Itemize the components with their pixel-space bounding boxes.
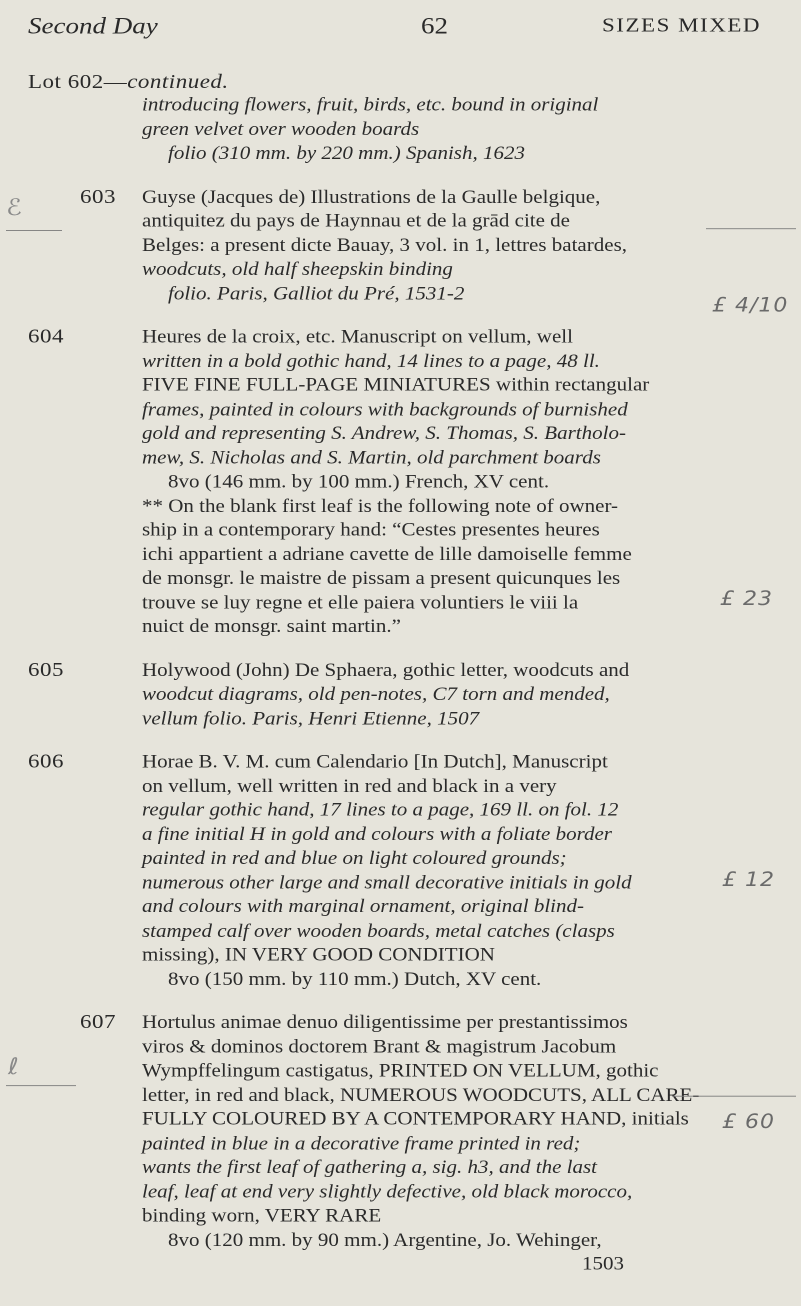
description-line: mew, S. Nicholas and S. Martin, old parchment boards xyxy=(142,446,601,468)
description-line: binding worn, VERY RARE xyxy=(142,1204,382,1226)
lot-description xyxy=(142,750,722,991)
price-note: £ 12 xyxy=(722,869,775,892)
lot-description xyxy=(142,658,722,730)
pencil-underline xyxy=(6,230,62,231)
description-line: 8vo (150 mm. by 110 mm.) Dutch, XV cent. xyxy=(168,967,542,990)
description-line: Heures de la croix, etc. Manuscript on vellum, well xyxy=(142,325,573,347)
price-note: £ 60 xyxy=(722,1111,775,1134)
lot-number: 606 xyxy=(28,749,64,772)
description-line: written in a bold gothic hand, 14 lines to a page, 48 ll. xyxy=(142,349,600,371)
lot-number: 604 xyxy=(28,324,64,347)
description-line: Guyse (Jacques de) Illustrations de la Gaulle belgique, xyxy=(142,185,601,207)
price-note: £ 4/10 xyxy=(712,295,789,317)
lot-prefix: Lot 602— xyxy=(28,70,128,93)
description-line: frames, painted in colours with backgrounds of burnished xyxy=(142,398,628,420)
section-heading: SIZES MIXED xyxy=(602,14,761,36)
description-line: gold and representing S. Andrew, S. Thomas, S. Bartholo- xyxy=(142,422,626,444)
description-line: FIVE FINE FULL-PAGE MINIATURES within rectangular xyxy=(142,374,650,396)
continued-label: continued. xyxy=(127,70,229,93)
pencil-mark-icon: ℰ xyxy=(6,194,22,222)
lot-604 xyxy=(28,325,748,639)
pencil-underline xyxy=(6,1085,76,1086)
description-line: viros & dominos doctorem Brant & magistrum Jacobum xyxy=(142,1035,617,1057)
description-line: painted in red and blue on light coloured grounds; xyxy=(142,847,567,869)
description-line: woodcuts, old half sheepskin binding xyxy=(142,258,453,280)
description-line: folio. Paris, Galliot du Pré, 1531-2 xyxy=(168,282,465,304)
description-line: regular gothic hand, 17 lines to a page, 169 ll. on fol. 12 xyxy=(142,798,619,821)
description-line: Belges: a present dicte Bauay, 3 vol. in 1, lettres batardes, xyxy=(142,233,627,256)
description-line: folio (310 mm. by 220 mm.) Spanish, 1623 xyxy=(168,142,525,164)
lot-605 xyxy=(28,658,748,730)
description-line: 1503 xyxy=(582,1252,624,1274)
day-heading: Second Day xyxy=(28,12,158,39)
page-header xyxy=(28,12,761,44)
description-line: green velvet over wooden boards xyxy=(142,118,420,140)
description-line: 8vo (120 mm. by 90 mm.) Argentine, Jo. Wehinger, xyxy=(168,1228,602,1250)
description-line: a fine initial H in gold and colours with a foliate border xyxy=(142,823,612,845)
description-line: woodcut diagrams, old pen-notes, C7 torn and mended, xyxy=(142,683,610,705)
description-line: on vellum, well written in red and black in a very xyxy=(142,774,557,796)
lot-description xyxy=(142,185,722,306)
description-line: ichi appartient a adriane cavette de lille damoiselle femme xyxy=(142,543,632,565)
description-line: leaf, leaf at end very slightly defective, old black morocco, xyxy=(142,1180,633,1202)
description-line: and colours with marginal ornament, original blind- xyxy=(142,895,584,917)
price-note: £ 23 xyxy=(720,588,773,611)
pencil-underline xyxy=(706,228,796,229)
description-line: nuict de monsgr. saint martin.” xyxy=(142,615,401,637)
lot-description xyxy=(142,325,722,639)
description-line: de monsgr. le maistre de pissam a present quicunques les xyxy=(142,567,621,589)
pencil-mark-icon: ℓ xyxy=(8,1053,19,1080)
description-line: ** On the blank first leaf is the following note of owner- xyxy=(142,494,619,516)
description-line: antiquitez du pays de Haynnau et de la grād cite de xyxy=(142,209,570,231)
page-number: 62 xyxy=(421,12,448,39)
lot-606 xyxy=(28,750,748,991)
description-line: wants the first leaf of gathering a, sig. h3, and the last xyxy=(142,1156,598,1178)
lot-description xyxy=(142,1011,722,1277)
lot-602-continued xyxy=(28,70,748,165)
lot-number: 603 xyxy=(80,184,116,207)
lot-607 xyxy=(28,1011,748,1277)
lot-description xyxy=(142,93,722,165)
description-line: letter, in red and black, NUMEROUS WOODCUTS, ALL CARE- xyxy=(142,1083,700,1105)
description-line: painted in blue in a decorative frame printed in red; xyxy=(142,1132,581,1154)
lot-603 xyxy=(28,185,748,306)
description-line: trouve se luy regne et elle paiera voluntiers le viii la xyxy=(142,591,579,613)
description-line: Wympffelingum castigatus, PRINTED ON VELLUM, gothic xyxy=(142,1059,659,1081)
description-line: Horae B. V. M. cum Calendario [In Dutch], Manuscript xyxy=(142,750,608,772)
description-line: numerous other large and small decorative initials in gold xyxy=(142,871,632,893)
lot-number: 605 xyxy=(28,658,64,681)
pencil-underline xyxy=(672,1096,796,1097)
description-line: Holywood (John) De Sphaera, gothic letter, woodcuts and xyxy=(142,658,630,681)
description-line: FULLY COLOURED BY A CONTEMPORARY HAND, initials xyxy=(142,1108,689,1130)
lot-continued-label xyxy=(28,70,229,93)
description-line: ship in a contemporary hand: “Cestes presentes heures xyxy=(142,518,600,540)
lot-number: 607 xyxy=(80,1010,116,1033)
description-line: Hortulus animae denuo diligentissime per prestantissimos xyxy=(142,1011,628,1033)
description-line: vellum folio. Paris, Henri Etienne, 1507 xyxy=(142,707,480,729)
description-line: missing), IN VERY GOOD CONDITION xyxy=(142,943,495,965)
description-line: 8vo (146 mm. by 100 mm.) French, XV cent. xyxy=(168,470,550,492)
description-line: introducing flowers, fruit, birds, etc. bound in original xyxy=(142,93,599,116)
description-line: stamped calf over wooden boards, metal catches (clasps xyxy=(142,919,615,941)
